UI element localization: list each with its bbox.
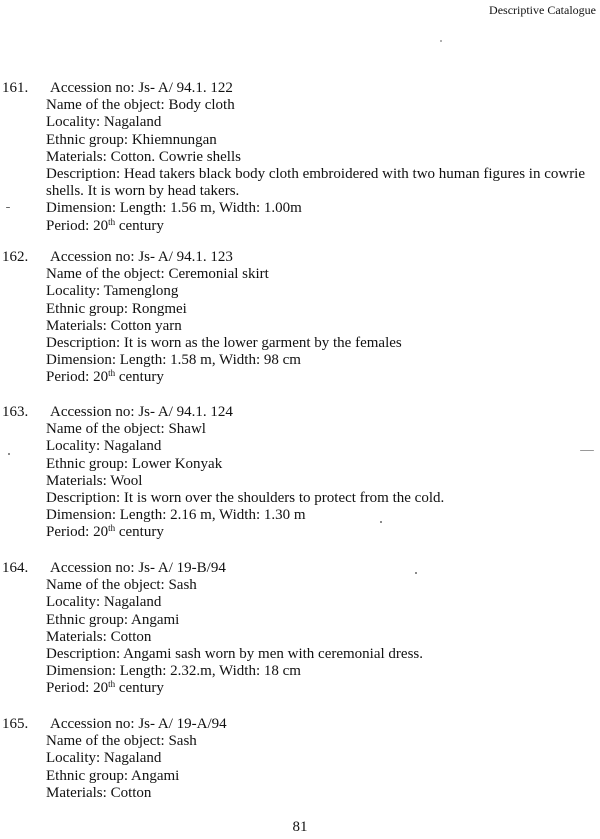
object-name: Name of the object: Shawl [46,421,206,438]
object-name: Name of the object: Ceremonial skirt [46,266,269,283]
period [46,680,600,697]
locality: Locality: Nagaland [46,114,162,131]
ethnic-group: Ethnic group: Rongmei [46,300,187,317]
description: Description: Head takers black body cloth embroidered with two human figures in cowrie [46,166,586,183]
period-suffix: century [115,680,164,697]
locality: Locality: Nagaland [46,750,162,767]
object-name: Name of the object: Body cloth [46,97,235,114]
period-prefix: Period: 20 [46,217,109,234]
accession-number: Accession no: Js- A/ 19-B/94 [50,560,226,576]
scan-speck [415,572,417,574]
period [46,369,600,386]
materials: Materials: Cotton. Cowrie shells [46,148,241,165]
dimension: Dimension: Length: 2.32.m, Width: 18 cm [46,663,301,680]
page-number: 81 [292,819,308,835]
accession-number: Accession no: Js- A/ 94.1. 122 [50,80,233,96]
accession-number: Accession no: Js- A/ 94.1. 124 [50,404,233,420]
period-prefix: Period: 20 [46,680,109,697]
materials: Materials: Cotton [46,628,152,645]
entry-number: 162. [2,249,29,265]
scan-speck [6,207,10,208]
materials: Materials: Cotton [46,784,152,801]
scan-speck [440,40,442,42]
locality: Locality: Nagaland [46,438,162,455]
period-prefix: Period: 20 [46,369,109,386]
ethnic-group: Ethnic group: Angami [46,767,180,784]
period-superscript: th [108,216,116,227]
entry-number: 165. [2,716,29,732]
ethnic-group: Ethnic group: Angami [46,611,180,628]
dimension: Dimension: Length: 1.56 m, Width: 1.00m [46,200,302,217]
period-suffix: century [115,217,164,234]
period-superscript: th [108,368,116,379]
dimension: Dimension: Length: 1.58 m, Width: 98 cm [46,352,301,369]
ethnic-group: Ethnic group: Khiemnungan [46,131,217,148]
running-header: Descriptive Catalogue [489,3,596,17]
scan-speck [380,521,382,523]
period-superscript: th [108,523,116,534]
period-prefix: Period: 20 [46,524,109,541]
description-continued: shells. It is worn by head takers. [46,183,240,200]
entry-number: 161. [2,80,29,96]
period [46,524,600,541]
entry-number: 163. [2,404,29,420]
period-suffix: century [115,369,164,386]
description: Description: It is worn over the shoulders to protect from the cold. [46,490,445,507]
locality: Locality: Tamenglong [46,283,179,300]
scan-speck [580,450,594,451]
period-superscript: th [108,679,116,690]
description: Description: It is worn as the lower garment by the females [46,335,402,352]
dimension: Dimension: Length: 2.16 m, Width: 1.30 m [46,507,306,524]
accession-number: Accession no: Js- A/ 19-A/94 [50,716,227,732]
ethnic-group: Ethnic group: Lower Konyak [46,455,223,472]
locality: Locality: Nagaland [46,594,162,611]
accession-number: Accession no: Js- A/ 94.1. 123 [50,249,233,265]
materials: Materials: Cotton yarn [46,317,182,334]
description: Description: Angami sash worn by men with ceremonial dress. [46,646,424,663]
scan-speck [8,453,10,455]
period [46,218,600,235]
entry-number: 164. [2,560,29,576]
object-name: Name of the object: Sash [46,733,197,750]
object-name: Name of the object: Sash [46,577,197,594]
materials: Materials: Wool [46,472,143,489]
period-suffix: century [115,524,164,541]
